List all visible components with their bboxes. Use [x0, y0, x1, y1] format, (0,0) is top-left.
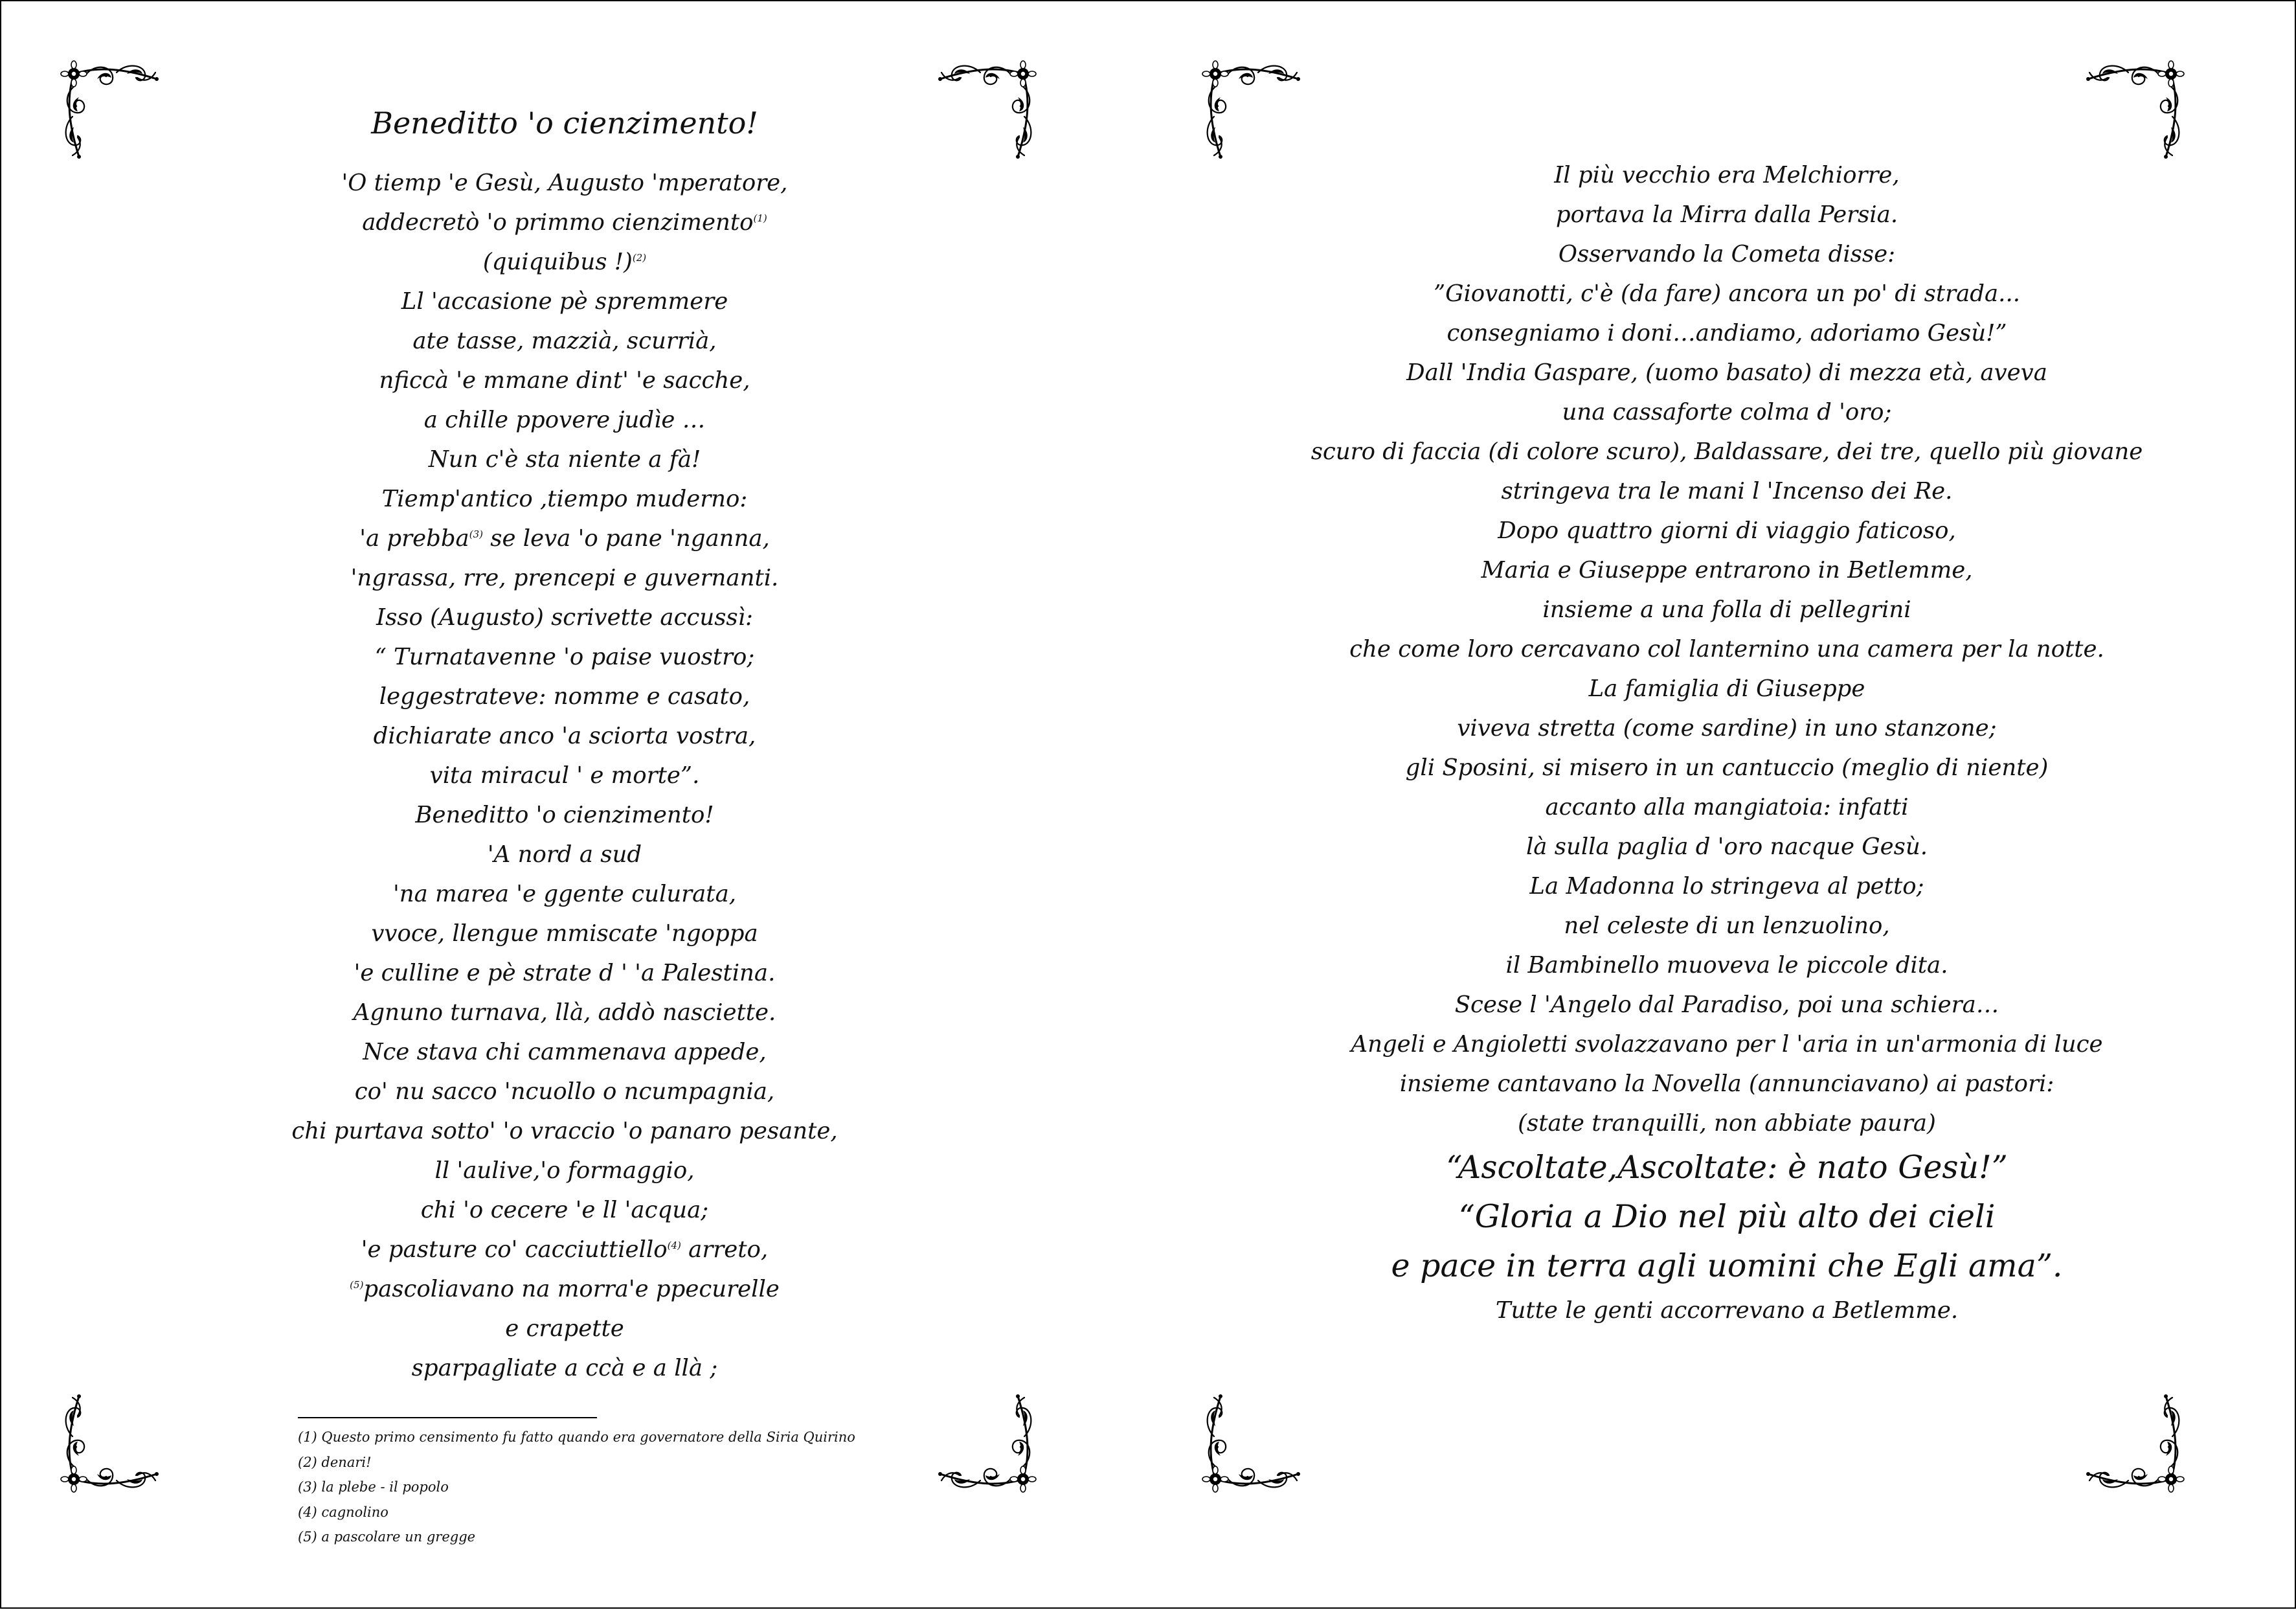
- poem-line: Beneditto 'o cienzimento!: [415, 802, 714, 828]
- poem-title: Beneditto 'o cienzimento!: [371, 106, 758, 141]
- poem-line: 'ngrassa, rre, prencepi e guvernanti.: [350, 565, 779, 591]
- footnote-ref: (5): [350, 1279, 364, 1291]
- poem-line: a chille ppovere judìe …: [423, 407, 706, 433]
- poem-line: che come loro cercavano col lanternino una camera per la notte.: [1349, 636, 2104, 663]
- poem-line: ll 'aulive,'o formaggio,: [434, 1157, 695, 1184]
- poem-line: consegniamo i doni…andiamo, adoriamo Gesù!”: [1446, 320, 2007, 346]
- left-page: [1, 1, 1149, 1610]
- footnote-item: (2) denari!: [298, 1454, 372, 1470]
- proclamation-line: “Gloria a Dio nel più alto dei cieli: [1458, 1198, 1996, 1235]
- poem-line: gli Sposini, si misero in un cantuccio (meglio di niente): [1405, 754, 2049, 781]
- closing-line: Tutte le genti accorrevano a Betlemme.: [1495, 1297, 1959, 1324]
- footnote-ref: (1): [753, 212, 767, 225]
- poem-line: vita miracul ' e morte”.: [429, 762, 700, 789]
- poem-line: nficcà 'e mmane dint' 'e sacche,: [379, 367, 750, 394]
- poem-line: 'e pasture co' cacciuttiello$^{(4)}$ arreto,: [361, 1236, 769, 1263]
- poem-line: Il più vecchio era Melchiorre,: [1554, 162, 1900, 188]
- poem-line: $^{(5)}$pascoliavano na morra'e ppecurelle: [350, 1276, 780, 1302]
- poem-line: una cassaforte colma d 'oro;: [1562, 399, 1892, 425]
- poem-line: Nce stava chi cammenava appede,: [363, 1039, 767, 1065]
- poem-line: 'a prebba$^{(3)}$ se leva 'o pane 'nganna,: [359, 525, 770, 552]
- poem-line: La famiglia di Giuseppe: [1588, 675, 1865, 702]
- floral-corner-ornament-icon: [934, 1390, 1037, 1493]
- poem-line: Agnuno turnava, llà, addò nasciette.: [353, 999, 776, 1026]
- poem-line: 'A nord a sud: [487, 841, 642, 868]
- poem-line: (state tranquilli, non abbiate paura): [1518, 1110, 1936, 1137]
- footnote-ref: (3): [469, 528, 483, 541]
- proclamation-line: e pace in terra agli uomini che Egli ama”.: [1391, 1247, 2063, 1284]
- floral-corner-ornament-icon: [2082, 1390, 2185, 1493]
- proclamation-line: “Ascoltate,Ascoltate: è nato Gesù!”: [1446, 1149, 2008, 1186]
- poem-line: insieme cantavano la Novella (annunciavano) ai pastori:: [1399, 1071, 2054, 1097]
- poem-line: leggestrateve: nomme e casato,: [379, 683, 750, 710]
- floral-corner-ornament-icon: [60, 1390, 163, 1493]
- poem-line: Tiemp'antico ,tiempo muderno:: [381, 486, 748, 512]
- poem-line: 'e culline e pè strate d ' 'a Palestina.: [354, 960, 776, 986]
- poem-line: chi 'o cecere 'e ll 'acqua;: [420, 1197, 709, 1223]
- poem-line: (quiquibus !)$^{(2)}$: [482, 249, 647, 275]
- footnote-ref: (4): [667, 1240, 681, 1252]
- floral-corner-ornament-icon: [2082, 60, 2185, 163]
- poem-line: accanto alla mangiatoia: infatti: [1545, 794, 1909, 821]
- poem-line: Ll 'accasione pè spremmere: [401, 288, 728, 315]
- poem-line: 'O tiemp 'e Gesù, Augusto 'mperatore,: [341, 170, 788, 196]
- poem-line: chi purtava sotto' 'o vraccio 'o panaro pesante,: [291, 1118, 838, 1144]
- left-poem: [92, 97, 1037, 1388]
- poem-line: e crapette: [505, 1315, 624, 1342]
- floral-corner-ornament-icon: [1201, 1390, 1305, 1493]
- poem-line: insieme a una folla di pellegrini: [1542, 596, 1911, 623]
- poem-line: addecretò 'o primmo cienzimento$^{(1)}$: [362, 209, 767, 236]
- right-poem-lines: [1264, 155, 2190, 1143]
- poem-line: dichiarate anco 'a sciorta vostra,: [373, 723, 756, 749]
- poem-line: ”Giovanotti, c'è (da fare) ancora un po' di strada...: [1433, 280, 2021, 307]
- floral-corner-ornament-icon: [1201, 60, 1305, 163]
- footnote-ref: (2): [632, 252, 647, 264]
- poem-line: Maria e Giuseppe entrarono in Betlemme,: [1481, 557, 1973, 584]
- poem-line: sparpagliate a ccà e a llà ;: [411, 1355, 718, 1381]
- footnotes: [298, 1425, 855, 1550]
- poem-line: 'na marea 'e ggente culurata,: [392, 881, 737, 907]
- poem-line: co' nu sacco 'ncuollo o ncumpagnia,: [354, 1078, 775, 1105]
- poem-line: portava la Mirra dalla Persia.: [1555, 201, 1898, 228]
- angel-proclamation: [1264, 1143, 2190, 1291]
- footnote-item: (3) la plebe - il popolo: [298, 1479, 449, 1495]
- poem-line: La Madonna lo stringeva al petto;: [1529, 873, 1924, 900]
- poem-line: ate tasse, mazzià, scurrià,: [412, 328, 717, 354]
- poem-line: il Bambinello muoveva le piccole dita.: [1505, 952, 1948, 979]
- poem-line: Scese l 'Angelo dal Paradiso, poi una schiera…: [1454, 992, 1999, 1018]
- poem-line: viveva stretta (come sardine) in uno stanzone;: [1457, 715, 1997, 742]
- poem-line: nel celeste di un lenzuolino,: [1564, 913, 1890, 939]
- poem-line: Nun c'è sta niente a fà!: [428, 446, 701, 473]
- poem-line: stringeva tra le mani l 'Incenso dei Re.: [1501, 478, 1953, 505]
- poem-line: Isso (Augusto) scrivette accussì:: [376, 604, 753, 631]
- footnote-divider: [298, 1417, 597, 1418]
- poem-line: “ Turnatavenne 'o paise vuostro;: [374, 644, 755, 670]
- left-poem-lines: [92, 163, 1037, 1388]
- poem-line: Osservando la Cometa disse:: [1558, 241, 1896, 267]
- footnote-item: (1) Questo primo censimento fu fatto quando era governatore della Siria Quirino: [298, 1429, 855, 1445]
- poem-line: Dall 'India Gaspare, (uomo basato) di mezza età, aveva: [1406, 359, 2047, 386]
- footnote-item: (5) a pascolare un gregge: [298, 1529, 476, 1545]
- poem-line: scuro di faccia (di colore scuro), Baldassare, dei tre, quello più giovane: [1311, 438, 2143, 465]
- poem-line: vvoce, llengue mmiscate 'ngoppa: [371, 920, 758, 947]
- footnote-item: (4) cagnolino: [298, 1504, 388, 1520]
- poem-line: Angeli e Angioletti svolazzavano per l 'aria in un'armonia di luce: [1351, 1031, 2103, 1058]
- right-poem: [1264, 155, 2190, 1330]
- poem-line: Dopo quattro giorni di viaggio faticoso,: [1498, 517, 1956, 544]
- poem-line: là sulla paglia d 'oro nacque Gesù.: [1525, 833, 1928, 860]
